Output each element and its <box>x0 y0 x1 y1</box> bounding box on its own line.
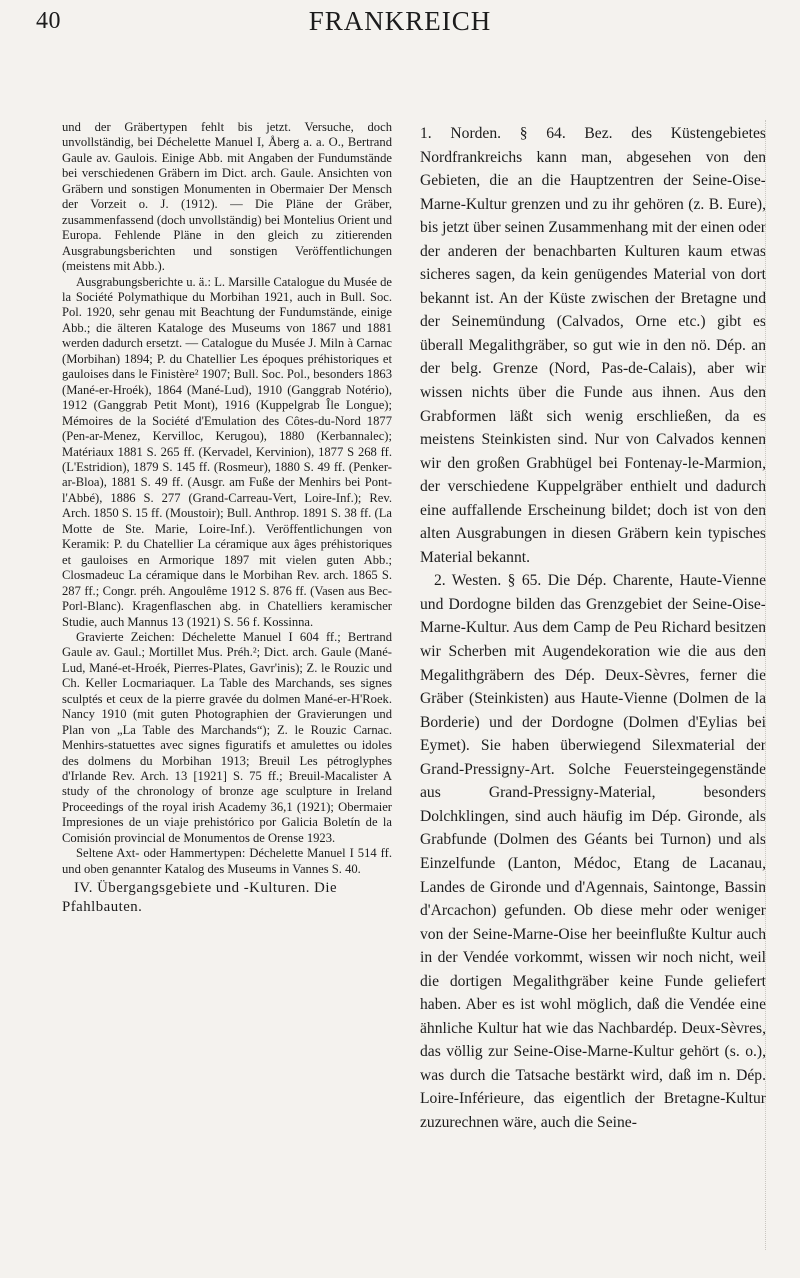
right-column <box>420 122 766 1135</box>
left-paragraph-3: Gravierte Zeichen: Déchelette Manuel I 604 ff.; Bertrand Gaule av. Gaul.; Mortillet Mus. Préh.²; Dict. arch. Gaule (Mané-Lud, Mané-et-Hroék, Pierres-Plates, Gavr'inis); Z. le Rouzic und Ch. Keller Locmariaquer. La Table des Marchands, ses signes sculptés et ceux de la pierre gravée du dolmen Mané-er-H'Roek. Nancy 1910 (mit guten Photographien der Gravierungen und Plan von „La Table des Marchands“); Z. le Rouzic Carnac. Menhirs-statuettes avec signes figuratifs et amulettes ou idoles des dolmens du Morbihan 1913; Breuil Les pétroglyphes d'Irlande Rev. Arch. 13 [1921] S. 75 ff.; Breuil-Macalister A study of the chronology of bronze age sculpture in Ireland Proceedings of the royal irish Academy 36,1 (1921); Obermaier Impresiones de un viaje prehistórico por Galicia Boletín de la Comisión provincial de Monumentos de Orense 1923. <box>62 629 392 845</box>
page-edge-shadow <box>765 120 780 1250</box>
right-paragraph-1: 1. Norden. § 64. Bez. des Küstengebietes Nordfrankreichs kann man, abgesehen von den Gebieten, die an die Hauptzentren der Seine-Oise-Marne-Kultur grenzen und zu ihr gehören (z. B. Eure), bis jetzt über seinen Zusammenhang mit der einen oder der anderen der benachbarten Kulturen kaum etwas sicheres sagen, da kein genügendes Material von dort bekannt ist. An der Küste zwischen der Bretagne und der Seinemündung (Calvados, Orne etc.) gibt es überall Megalithgräber, so gut wie in den nö. Dép. an der belg. Grenze (Nord, Pas-de-Calais), aber wir wissen nichts über die Funde aus ihnen. Aus den Grabformen läßt sich wenig erschließen, da es meistens Steinkisten sind. Nur von Calvados kennen wir den großen Grabhügel bei Fontenay-le-Marmion, der verschiedene Kuppelgräber enthielt und dadurch eine auffallende Erscheinung bildet; doch ist von den alten Ausgrabungen in diesen Gräbern kein typisches Material bekannt. <box>420 125 766 566</box>
section-heading: IV. Übergangsgebiete und -Kulturen. Die Pfahlbauten. <box>62 880 338 916</box>
page-number: 40 <box>36 8 61 34</box>
right-paragraph-2: 2. Westen. § 65. Die Dép. Charente, Haute-Vienne und Dordogne bilden das Grenzgebiet der Seine-Oise-Marne-Kultur. Aus dem Camp de Peu Richard besitzen wir Scherben mit Augendekoration wie die aus den Megalithgräbern des Dép. Deux-Sèvres, ferner die Gräber (Steinkisten) aus Haute-Vienne (Dolmen de la Borderie) und der Dordogne (Dolmen d'Eylias bei Eymet). Sie haben überwiegend Silexmaterial der Grand-Pressigny-Art. Solche Feuersteingegenstände aus Grand-Pressigny-Material, besonders Dolchklingen, sind auch häufig im Dép. Gironde, als Grabfunde (Dolmen des Géants bei Turnon) und als Einzelfunde (Lanton, Médoc, Etang de Lacanau, Landes de Gironde und d'Agennais, Saintonge, Bassin d'Arcachon) gefunden. Ob diese mehr oder weniger von der Seine-Marne-Oise her beeinflußte Kultur auch in der Vendée vorkommt, wissen wir noch nicht, weil die dortigen Megalithgräber keine Funde geliefert haben. Aber es ist wohl möglich, daß die Vendée eine ähnliche Kultur hat wie das Nachbardép. Deux-Sèvres, das völlig zur Seine-Oise-Marne-Kultur gehört (s. o.), was durch die Tatsache bestärkt wird, daß im n. Dép. Loire-Inférieure, das eigentlich der Bretagne-Kultur zuzurechnen wäre, auch die Seine- <box>420 572 766 1131</box>
left-column <box>62 120 392 917</box>
running-title: FRANKREICH <box>308 6 492 36</box>
left-paragraph-1: und der Gräbertypen fehlt bis jetzt. Versuche, doch unvollständig, bei Déchelette Manuel I, Åberg a. a. O., Bertrand Gaule av. Gaulois. Einige Abb. mit Angaben der Fundumstände bei verschiedenen Gräbern im Dict. arch. Gaule. Ansichten von Gräbern und sonstigen Monumenten in Obermaier Der Mensch der Vorzeit o. J. (1912). — Die Pläne der Gräber, zusammenfassend (doch unvollständig) bei Montelius Orient und Europa. Fehlende Pläne in den gleich zu zitierenden Ausgrabungsberichten und sonstigen Veröffentlichungen (meistens mit Abb.). <box>62 120 392 274</box>
left-paragraph-2: Ausgrabungsberichte u. ä.: L. Marsille Catalogue du Musée de la Société Polymathique du Morbihan 1921, auch in Bull. Soc. Pol. 1920, sehr genau mit Beachtung der Fundumstände, einige Abb.; die älteren Kataloge des Museums von 1867 und 1881 werden dadurch ersetzt. — Catalogue du Musée J. Miln à Carnac (Morbihan) 1894; P. du Chatellier Les époques préhistoriques et gauloises dans le Finistère² 1907; Bull. Soc. Pol., besonders 1863 (Mané-er-Hroék), 1864 (Mané-Lud), 1910 (Ganggrab Notério), 1912 (Ganggrab Petit Mont), 1916 (Kuppelgrab Île Longue); Mémoires de la Société d'Emulation des Côtes-du-Nord 1877 (Pen-ar-Menez, Kervilloc, Kerugou), 1880 (Kerbannalec); Matériaux 1881 S. 265 ff. (Kervadel, Kervinion), 1877 S 268 ff. (L'Estridion), 1879 S. 145 ff. (Rosmeur), 1880 S. 49 ff. (Penker-ar-Bloa), 1881 S. 49 ff. (Ausgr. am Fuße der Menhirs bei Pont-l'Abbé), 1886 S. 277 (Grand-Carreau-Vert, Loire-Inf.); Rev. Arch. 1850 S. 15 ff. (Moustoir); Bull. Anthrop. 1891 S. 38 ff. (La Motte de Ste. Marie, Loire-Inf.). Veröffentlichungen von Keramik: P. du Chatellier La céramique aux âges préhistoriques et gauloises en Armorique 1897 mit vielen guten Abb.; Closmadeuc La céramique dans le Morbihan Rev. arch. 1865 S. 287 ff.; Congr. préh. Angoulême 1912 S. 876 ff. (Vasen aus Bec-Porl-Blanc). Kragenflaschen abg. in Chatelliers keramischer Studie, auch Mannus 13 (1921) S. 56 f. Kossinna. <box>62 274 392 629</box>
left-paragraph-4: Seltene Axt- oder Hammertypen: Déchelette Manuel I 514 ff. und oben genannter Katalog des Museums in Vannes S. 40. <box>62 846 392 876</box>
